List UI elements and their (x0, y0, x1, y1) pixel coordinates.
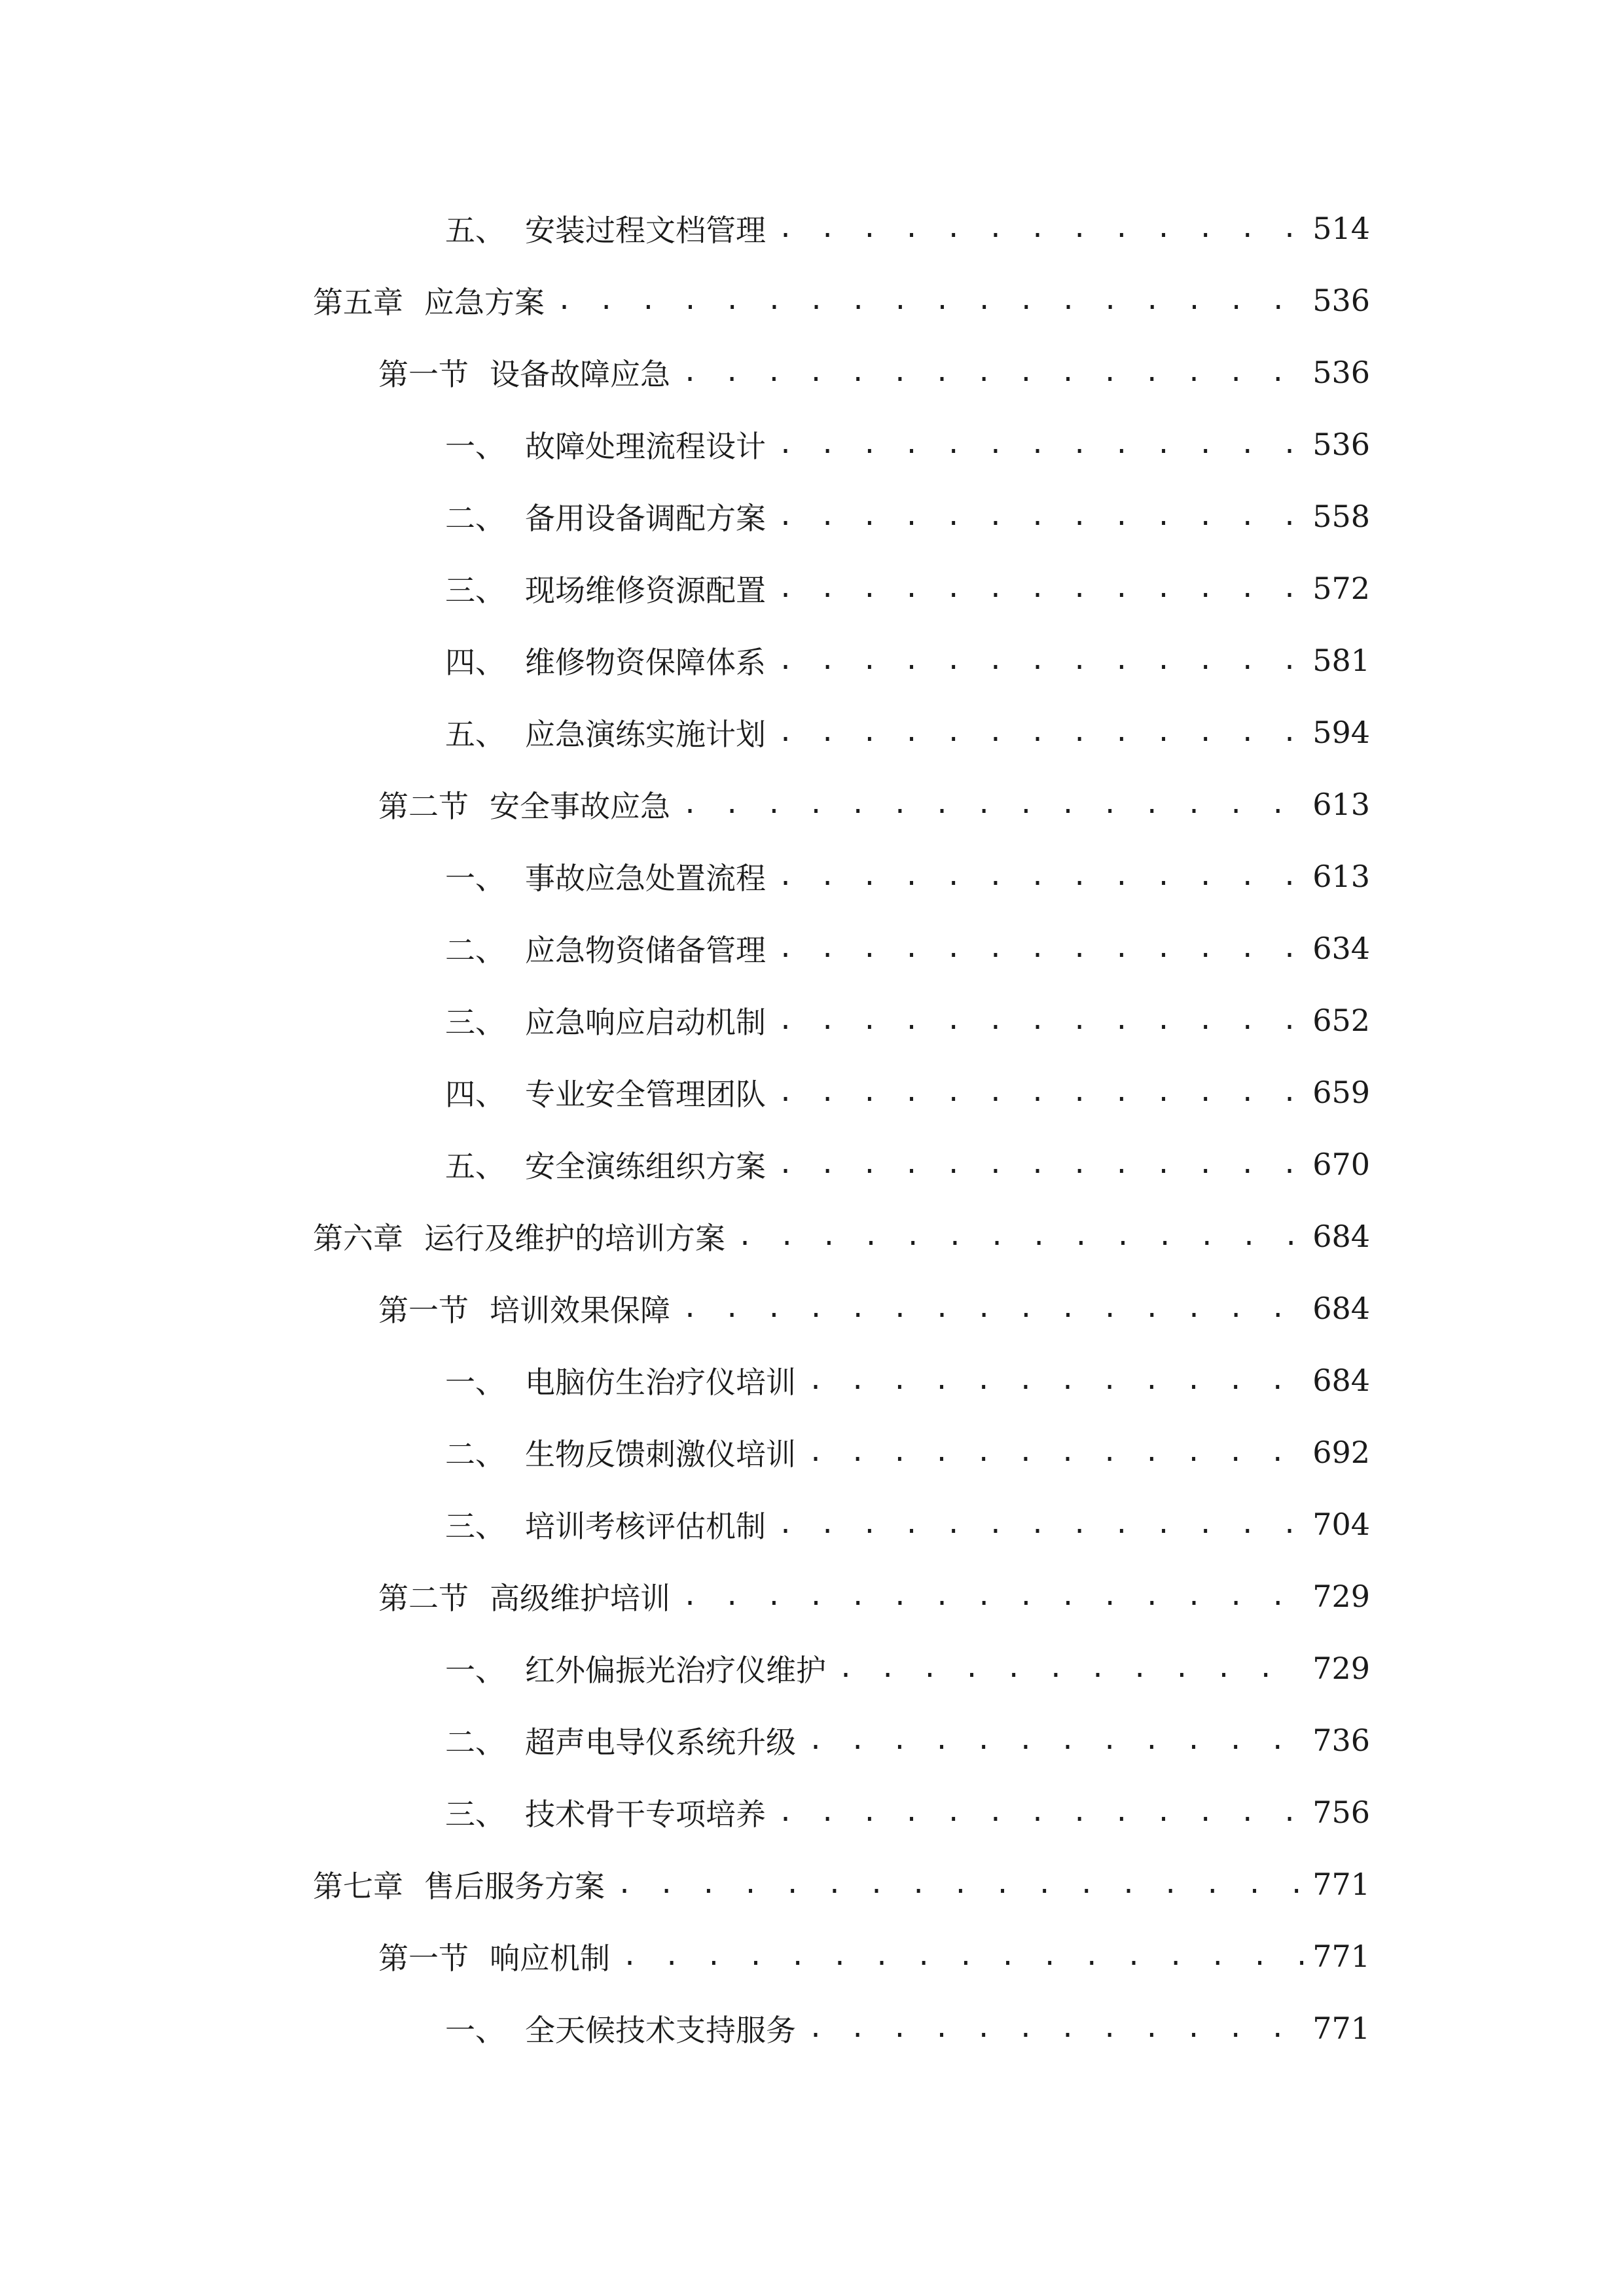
toc-entry-number: 三、 (445, 1509, 505, 1544)
toc-entry-title: 电脑仿生治疗仪培训 (525, 1365, 796, 1400)
toc-entry-title: 备用设备调配方案 (525, 501, 766, 536)
toc-entry-page: 692 (1312, 1435, 1370, 1470)
toc-entry[interactable] (0, 1056, 1624, 1128)
toc-entry-title: 售后服务方案 (424, 1869, 605, 1904)
toc-entry-number: 二、 (445, 933, 505, 968)
dot-leader (778, 1509, 1303, 1539)
toc-entry-number: 三、 (445, 1005, 505, 1040)
toc-entry-page: 572 (1312, 571, 1370, 606)
dot-leader (778, 933, 1303, 963)
toc-entry-number: 四、 (445, 645, 505, 680)
dot-leader (808, 1365, 1303, 1395)
dot-leader (778, 1797, 1303, 1827)
toc-entry-number: 第五章 (313, 285, 403, 320)
dot-leader (778, 861, 1303, 891)
toc-entry-number: 二、 (445, 501, 505, 536)
toc-entry-number: 一、 (445, 429, 505, 464)
toc-entry-title: 技术骨干专项培养 (525, 1797, 766, 1832)
toc-entry-page: 594 (1312, 715, 1370, 750)
toc-entry-page: 756 (1312, 1795, 1370, 1830)
toc-entry[interactable] (0, 984, 1624, 1056)
toc-entry-title: 事故应急处置流程 (525, 861, 766, 896)
dot-leader (808, 2013, 1303, 2043)
dot-leader (778, 1005, 1303, 1035)
toc-entry-title: 高级维护培训 (490, 1581, 670, 1616)
toc-entry-page: 536 (1312, 355, 1370, 390)
toc-entry-page: 536 (1312, 427, 1370, 462)
toc-entry-page: 670 (1312, 1147, 1370, 1182)
toc-entry[interactable] (0, 1128, 1624, 1200)
dot-leader (556, 285, 1303, 315)
toc-entry-title: 安全事故应急 (490, 789, 670, 824)
toc-entry-page: 729 (1312, 1651, 1370, 1686)
toc-entry[interactable] (0, 1632, 1624, 1704)
toc-entry-title: 响应机制 (490, 1941, 610, 1976)
toc-entry-title: 应急方案 (424, 285, 545, 320)
toc-entry-title: 安装过程文档管理 (525, 213, 766, 248)
toc-entry-page: 652 (1312, 1003, 1370, 1038)
toc-entry-page: 659 (1312, 1075, 1370, 1110)
toc-entry-title: 应急响应启动机制 (525, 1005, 766, 1040)
toc-entry[interactable] (0, 1200, 1624, 1272)
toc-entry-page: 634 (1312, 931, 1370, 966)
toc-entry-number: 四、 (445, 1077, 505, 1112)
toc-entry-number: 二、 (445, 1437, 505, 1472)
toc-entry[interactable] (0, 912, 1624, 984)
toc-entry-title: 红外偏振光治疗仪维护 (525, 1653, 826, 1688)
toc-entry-title: 现场维修资源配置 (525, 573, 766, 608)
toc-entry-title: 安全演练组织方案 (525, 1149, 766, 1184)
dot-leader (778, 429, 1303, 459)
toc-entry[interactable] (0, 336, 1624, 408)
toc-entry-page: 613 (1312, 787, 1370, 822)
toc-entry-number: 第二节 (378, 1581, 469, 1616)
table-of-contents (0, 192, 1624, 2064)
toc-entry[interactable] (0, 480, 1624, 552)
toc-entry-title: 故障处理流程设计 (525, 429, 766, 464)
toc-entry[interactable] (0, 1704, 1624, 1776)
toc-entry-number: 第一节 (378, 1293, 469, 1328)
toc-entry-number: 五、 (445, 1149, 505, 1184)
toc-entry-page: 729 (1312, 1579, 1370, 1614)
toc-entry-title: 全天候技术支持服务 (525, 2013, 796, 2048)
toc-entry[interactable] (0, 1272, 1624, 1344)
toc-entry[interactable] (0, 768, 1624, 840)
toc-entry-number: 一、 (445, 1653, 505, 1688)
toc-entry[interactable] (0, 408, 1624, 480)
toc-entry-number: 二、 (445, 1725, 505, 1760)
toc-entry[interactable] (0, 1416, 1624, 1488)
toc-entry-title: 生物反馈刺激仪培训 (525, 1437, 796, 1472)
dot-leader (617, 1869, 1303, 1899)
toc-entry[interactable] (0, 1776, 1624, 1848)
toc-entry-page: 736 (1312, 1723, 1370, 1758)
toc-entry-title: 培训效果保障 (490, 1293, 670, 1328)
toc-entry-title: 应急演练实施计划 (525, 717, 766, 752)
toc-entry-page: 684 (1312, 1219, 1370, 1254)
toc-entry-number: 第六章 (313, 1221, 403, 1256)
toc-entry[interactable] (0, 696, 1624, 768)
toc-entry-page: 581 (1312, 643, 1370, 678)
toc-entry-title: 运行及维护的培训方案 (424, 1221, 725, 1256)
dot-leader (838, 1653, 1303, 1683)
toc-entry-title: 设备故障应急 (490, 357, 670, 392)
toc-entry-number: 五、 (445, 213, 505, 248)
toc-entry-number: 第二节 (378, 789, 469, 824)
toc-entry-title: 维修物资保障体系 (525, 645, 766, 680)
dot-leader (737, 1221, 1303, 1251)
dot-leader (682, 1581, 1303, 1611)
toc-entry-page: 684 (1312, 1291, 1370, 1326)
toc-entry-number: 第七章 (313, 1869, 403, 1904)
toc-entry-title: 应急物资储备管理 (525, 933, 766, 968)
dot-leader (778, 717, 1303, 747)
dot-leader (778, 213, 1303, 243)
toc-entry-page: 536 (1312, 283, 1370, 318)
dot-leader (778, 573, 1303, 603)
dot-leader (682, 1293, 1303, 1323)
toc-entry[interactable] (0, 1920, 1624, 1992)
toc-entry[interactable] (0, 192, 1624, 264)
toc-entry[interactable] (0, 840, 1624, 912)
toc-entry[interactable] (0, 624, 1624, 696)
dot-leader (622, 1941, 1303, 1971)
toc-entry-title: 专业安全管理团队 (525, 1077, 766, 1112)
dot-leader (778, 501, 1303, 531)
toc-entry-number: 三、 (445, 1797, 505, 1832)
toc-entry[interactable] (0, 1560, 1624, 1632)
toc-entry-number: 第一节 (378, 357, 469, 392)
toc-entry-number: 五、 (445, 717, 505, 752)
toc-entry-number: 三、 (445, 573, 505, 608)
toc-entry-page: 771 (1312, 2011, 1370, 2046)
dot-leader (808, 1725, 1303, 1755)
toc-entry-number: 一、 (445, 861, 505, 896)
toc-entry[interactable] (0, 1992, 1624, 2064)
toc-entry-page: 613 (1312, 859, 1370, 894)
toc-entry-number: 一、 (445, 1365, 505, 1400)
toc-entry-page: 514 (1312, 211, 1370, 246)
toc-entry-page: 684 (1312, 1363, 1370, 1398)
toc-entry-number: 一、 (445, 2013, 505, 2048)
toc-entry[interactable] (0, 1848, 1624, 1920)
toc-entry-page: 771 (1312, 1867, 1370, 1902)
toc-entry-title: 超声电导仪系统升级 (525, 1725, 796, 1760)
toc-entry-page: 558 (1312, 499, 1370, 534)
toc-entry-number: 第一节 (378, 1941, 469, 1976)
dot-leader (808, 1437, 1303, 1467)
dot-leader (778, 1077, 1303, 1107)
toc-entry[interactable] (0, 264, 1624, 336)
dot-leader (778, 645, 1303, 675)
dot-leader (682, 789, 1303, 819)
toc-entry[interactable] (0, 1488, 1624, 1560)
toc-entry-page: 771 (1312, 1939, 1370, 1974)
toc-entry[interactable] (0, 1344, 1624, 1416)
toc-entry[interactable] (0, 552, 1624, 624)
dot-leader (682, 357, 1303, 387)
dot-leader (778, 1149, 1303, 1179)
toc-entry-title: 培训考核评估机制 (525, 1509, 766, 1544)
toc-entry-page: 704 (1312, 1507, 1370, 1542)
